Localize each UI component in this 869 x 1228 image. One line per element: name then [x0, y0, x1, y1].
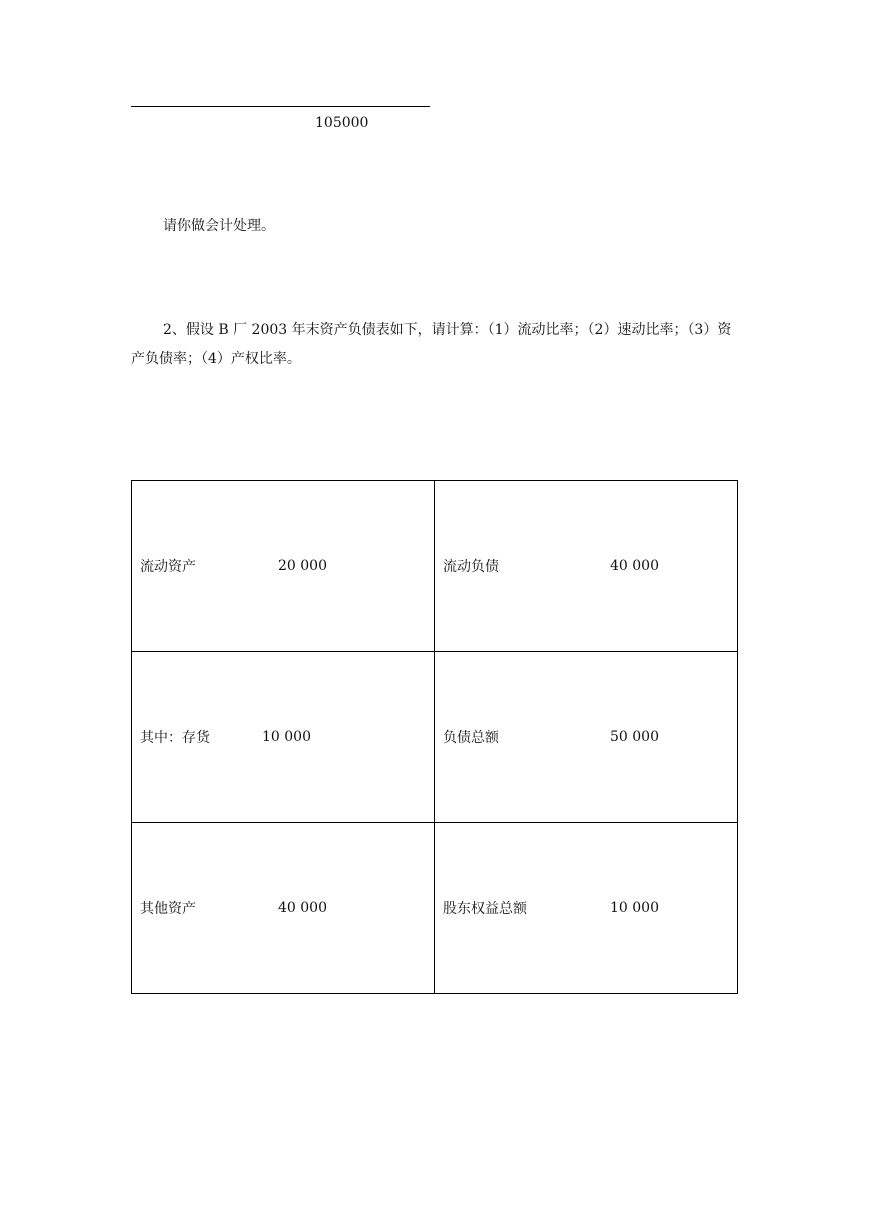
instruction-text: 请你做会计处理。 [163, 218, 275, 234]
cell-label: 流动资产 [140, 559, 196, 575]
cell-value: 50 000 [610, 729, 659, 745]
table-cell-left [132, 823, 435, 994]
table-row [132, 652, 738, 823]
table-row [132, 481, 738, 652]
cell-label: 流动负债 [443, 559, 499, 575]
cell-value: 40 000 [278, 900, 327, 916]
cell-value: 10 000 [610, 900, 659, 916]
question-text: 2、假设 B 厂 2003 年末资产负债表如下，请计算：（1）流动比率；（2）速动比率；（3）资产负债率；（4）产权比率。 [131, 322, 732, 367]
cell-value: 10 000 [262, 729, 311, 745]
table-cell-right [435, 823, 738, 994]
cell-label: 股东权益总额 [443, 901, 527, 917]
cell-label: 负债总额 [443, 730, 499, 746]
table-row [132, 823, 738, 994]
table-cell-left [132, 481, 435, 652]
top-rule [131, 106, 430, 107]
cell-label: 其中：存货 [140, 730, 210, 746]
cell-label: 其他资产 [140, 901, 196, 917]
total-value: 105000 [315, 115, 369, 131]
cell-value: 20 000 [278, 558, 327, 574]
cell-value: 40 000 [610, 558, 659, 574]
table-cell-right [435, 481, 738, 652]
table-cell-right [435, 652, 738, 823]
balance-sheet-table [131, 480, 738, 994]
table-cell-left [132, 652, 435, 823]
